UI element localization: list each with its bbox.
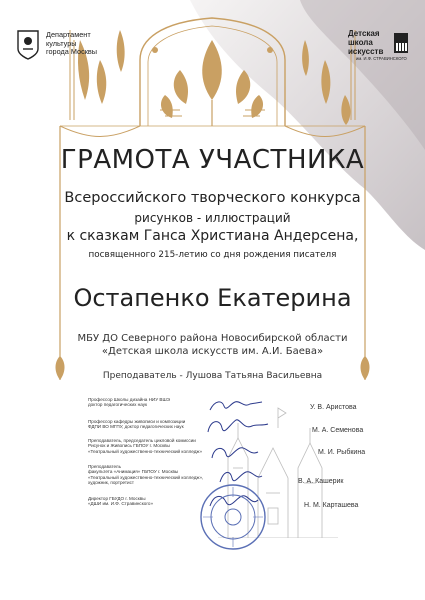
signatory-title-line: Профессор Школы дизайна НИУ ВШЭ — [88, 397, 170, 402]
school-line: школа — [348, 38, 373, 47]
contest-line-2: рисунков - иллюстраций — [134, 211, 291, 225]
organization-line-1: МБУ ДО Северного района Новосибирской области — [77, 333, 348, 344]
contest-line-1: Всероссийского творческого конкурса — [64, 190, 361, 206]
recipient-name: Остапенко Екатерина — [73, 284, 352, 312]
signatory-name-1: У. В. Аристова — [310, 404, 357, 411]
signatory-title-line: «ДШИ им. И.Ф. Стравинского» — [88, 501, 154, 507]
school-line: Детская — [348, 29, 380, 38]
department-line: города Москвы — [46, 47, 98, 56]
school-line: искусств — [348, 47, 384, 56]
signatory-title-line: Преподаватель, председатель цикловой комиссии — [88, 438, 196, 443]
signatory-name-3: М. И. Рыбкина — [318, 449, 366, 456]
signature-4 — [220, 472, 262, 482]
signatory-title-line: ФДПИ ВО МГПУ, доктор педагогических наук — [88, 424, 184, 430]
organization-line-2: «Детская школа искусств им. А.И. Баева» — [101, 346, 324, 357]
department-line: культуры — [46, 38, 77, 48]
signature-1 — [210, 402, 262, 410]
official-stamp — [198, 482, 268, 552]
signatory-title-line: Профессор кафедры живописи и композиции — [88, 419, 186, 424]
contest-line-3: к сказкам Ганса Христиана Андерсена, — [66, 228, 359, 244]
signature-2 — [208, 420, 268, 432]
signatory-title-line: Директор ГБУДО г. Москвы — [88, 496, 146, 501]
contest-line-4: посвященного 215-летию со дня рождения писателя — [88, 250, 337, 260]
school-subtitle: им. И.Ф. СТРАВИНСКОГО — [356, 56, 407, 61]
signatory-title-line: доктор педагогических наук — [88, 402, 148, 408]
signatory-name-2: М. А. Семенова — [312, 427, 364, 434]
signatory-title-line: «Театральный художественно-технический колледж», — [88, 474, 204, 480]
signatory-title-line: Преподаватель — [88, 464, 121, 469]
department-line: Департамент — [46, 30, 91, 39]
teacher-line: Преподаватель - Лушова Татьяна Васильевна — [102, 371, 323, 381]
signatory-name-4: В. А. Кашерик — [298, 478, 344, 485]
signatory-title-line: «Театральный художественно-технический колледж» — [88, 448, 203, 454]
signatory-name-5: Н. М. Карташева — [304, 502, 359, 509]
signatory-title-line: художник, портретист — [88, 480, 134, 486]
signatory-title-line: факультета «Анимация» ГБПОУ г. Москвы — [88, 469, 179, 475]
signatory-title-line: Рисунок и Живопись ГБПОУ г. Москвы — [88, 443, 170, 449]
signature-3 — [212, 448, 258, 458]
certificate-title: ГРАМОТА УЧАСТНИКА — [60, 145, 365, 175]
